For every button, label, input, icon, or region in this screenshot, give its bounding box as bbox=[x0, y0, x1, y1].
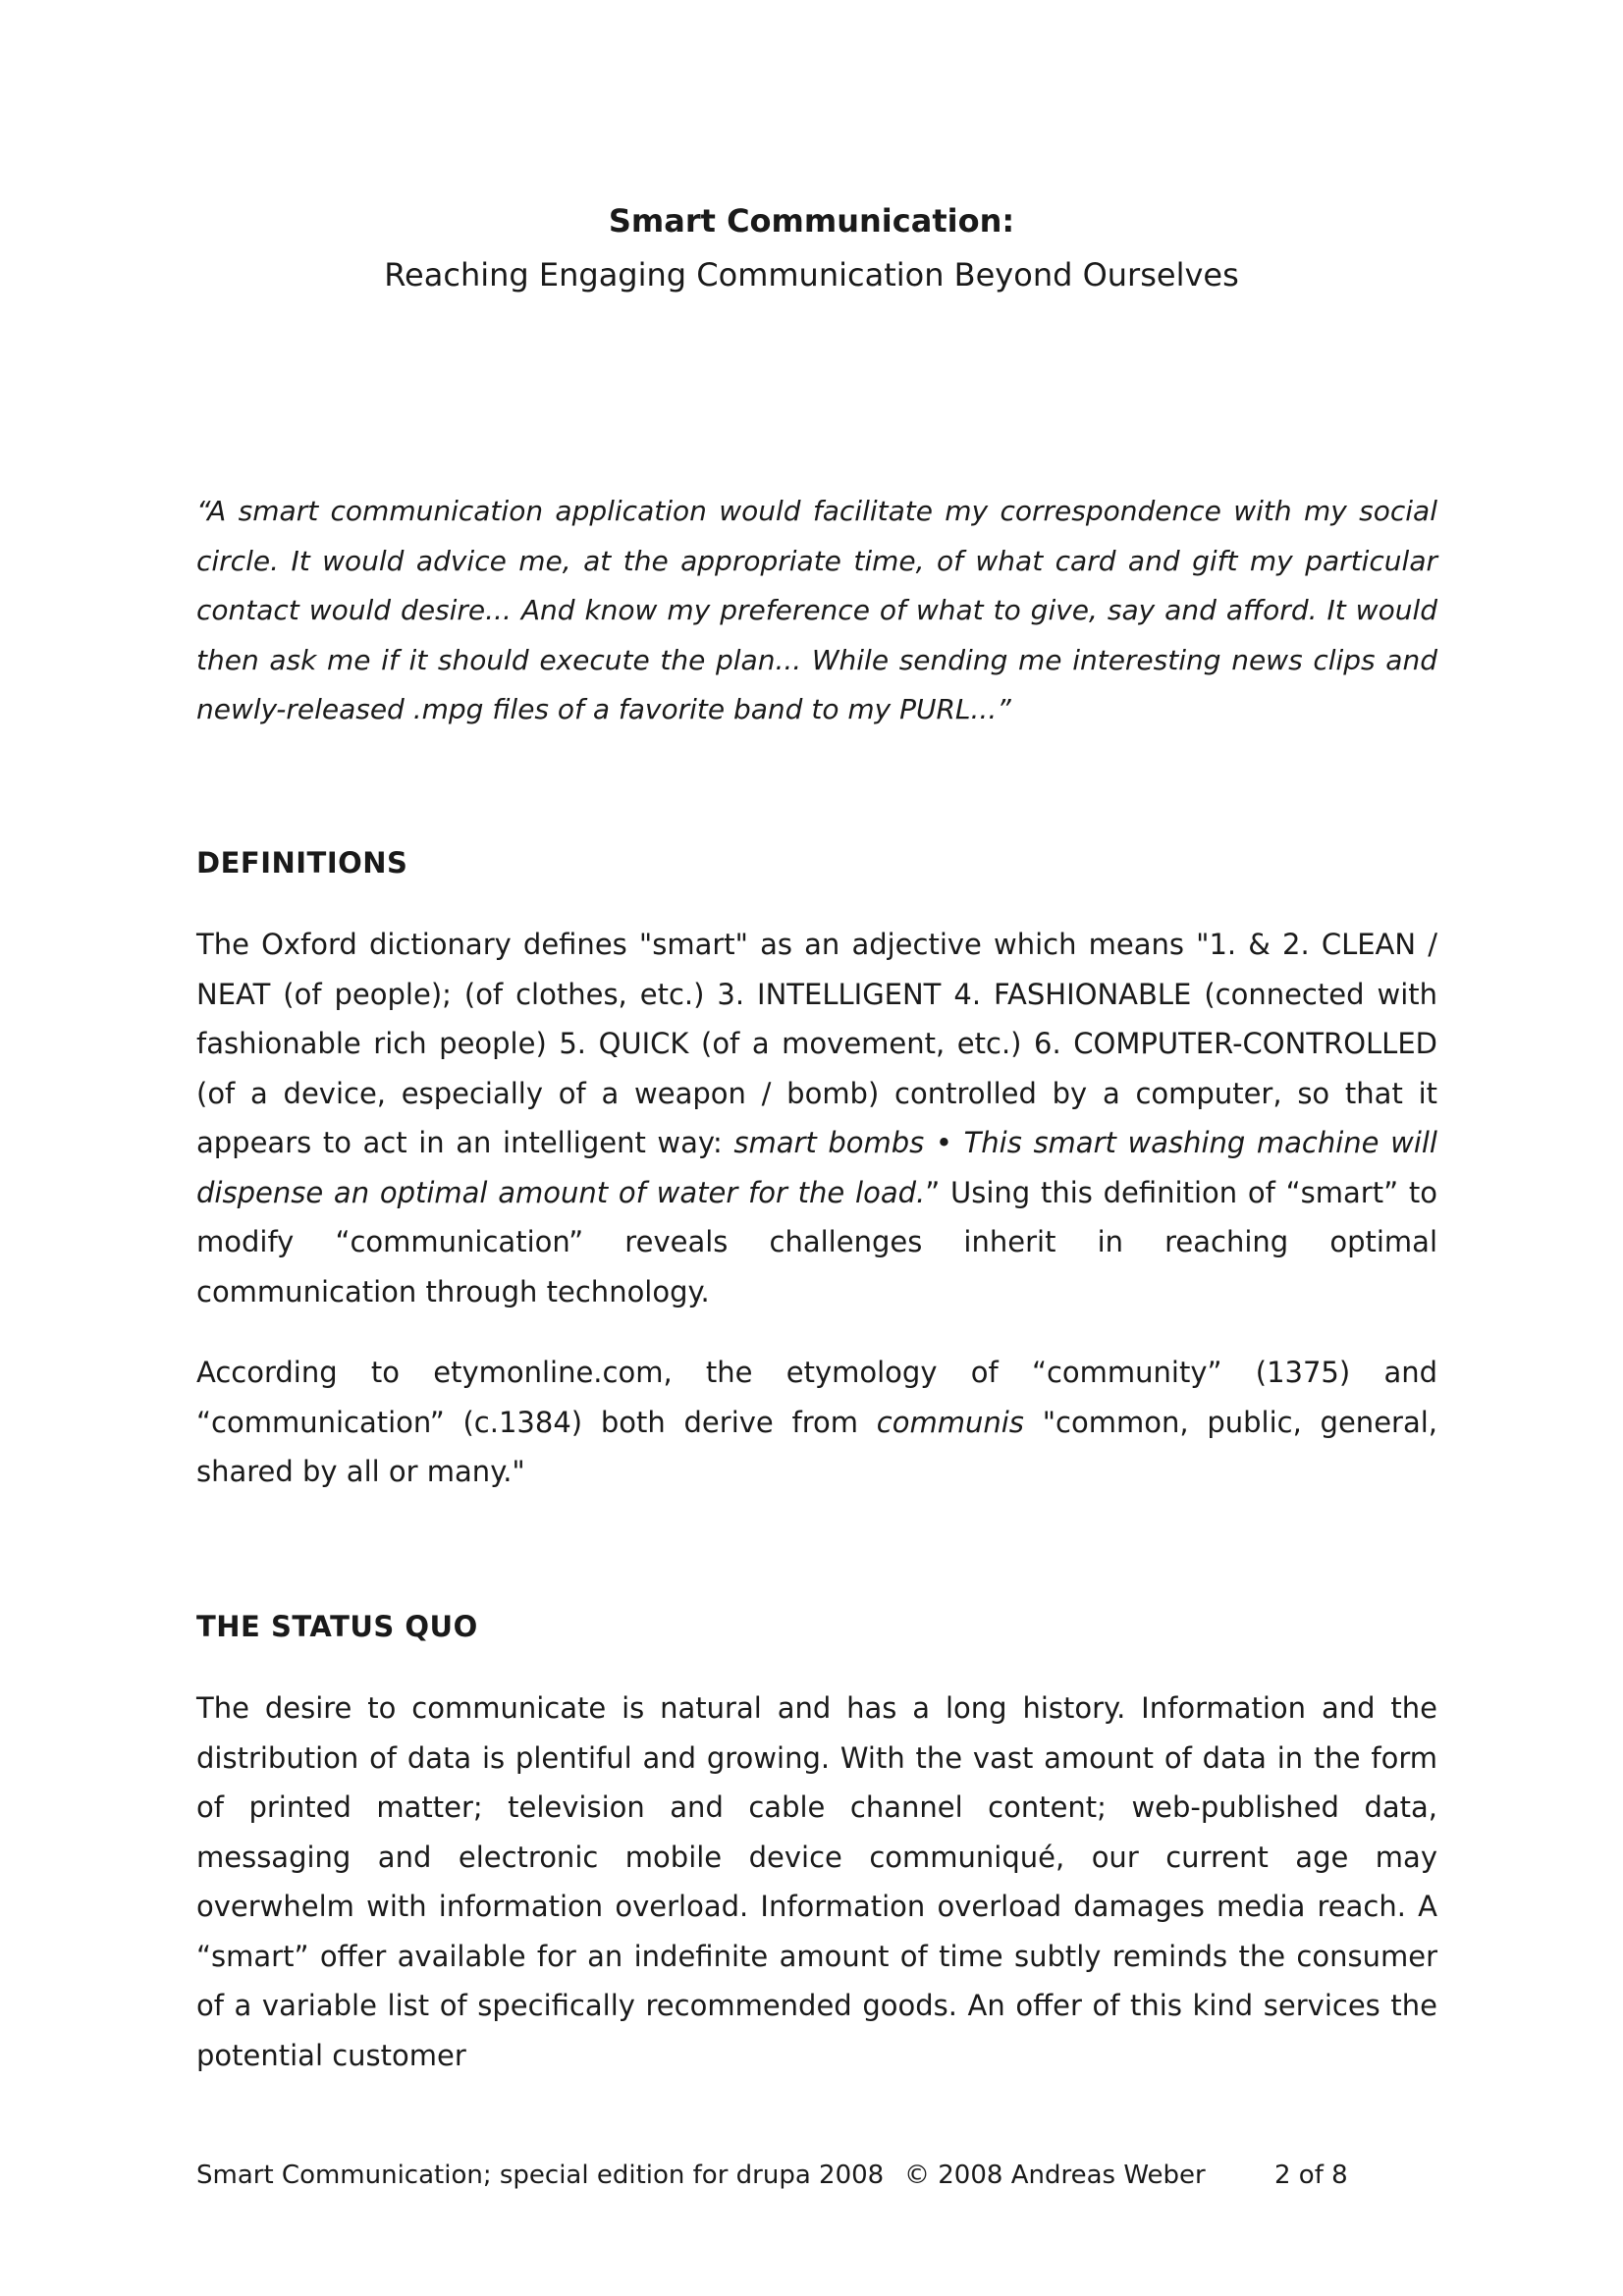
section-heading-definitions: DEFINITIONS bbox=[196, 846, 408, 880]
definitions-paragraph-1 bbox=[196, 920, 1437, 1316]
definitions-p2-text-a: According to etymonline.com, the etymology of “community” (1375) and “communication” (c.1384) both derive from bbox=[196, 1356, 1437, 1439]
footer-publication: Smart Communication; special edition for drupa 2008 bbox=[196, 2161, 885, 2190]
footer-page-number: 2 of 8 bbox=[1274, 2161, 1348, 2190]
status-quo-paragraph-1: The desire to communicate is natural and has a long history. Information and the distribution of data is plentiful and growing. With the vast amount of data in the form of printed matter; television and cable channel content; web-published data, messaging and electronic mobile device communiqué, our current age may overwhelm with information overload. Information overload damages media reach. A “smart” offer available for an indefinite amount of time subtly reminds the consumer of a variable list of specifically recommended goods. An offer of this kind services the potential customer bbox=[196, 1691, 1437, 2072]
definitions-p1-text-a: The Oxford dictionary defines "smart" as an adjective which means "1. & 2. CLEAN / NEAT (of people); (of clothes, etc.) 3. INTELLIGENT 4. FASHIONABLE (connected with fashionable rich people) 5. QUICK (of a movement, etc.) 6. COMPUTER-CONTROLLED (of a device, especially of a weapon / bomb) controlled by a computer, so that it appears to act in an intelligent way: bbox=[196, 928, 1437, 1159]
definitions-p1-text-b: ” Using this definition of “smart” to modify “communication” reveals challenges inherit in reaching optimal communication through technology. bbox=[196, 1175, 1437, 1308]
definitions-p2-italic-term: communis bbox=[876, 1405, 1024, 1439]
footer-copyright: © 2008 Andreas Weber bbox=[904, 2161, 1206, 2190]
definitions-p2-text-b: "common, public, general, shared by all or many." bbox=[196, 1405, 1438, 1488]
opening-quote: “A smart communication application would facilitate my correspondence with my social circle. It would advice me, at the appropriate time, of what card and gift my particular contact would desire... And know my preference of what to give, say and afford. It would then ask me if it should execute the plan... While sending me interesting news clips and newly-released .mpg files of a favorite band to my PURL...” bbox=[196, 495, 1437, 725]
definitions-paragraph-2 bbox=[196, 1348, 1437, 1497]
page-subtitle: Reaching Engaging Communication Beyond Ourselves bbox=[384, 256, 1239, 294]
definitions-p1-italic-example: smart bombs • This smart washing machine will dispense an optimal amount of water for the load. bbox=[196, 1126, 1437, 1209]
page-title: Smart Communication: bbox=[608, 202, 1015, 240]
section-heading-status-quo: THE STATUS QUO bbox=[196, 1610, 478, 1643]
